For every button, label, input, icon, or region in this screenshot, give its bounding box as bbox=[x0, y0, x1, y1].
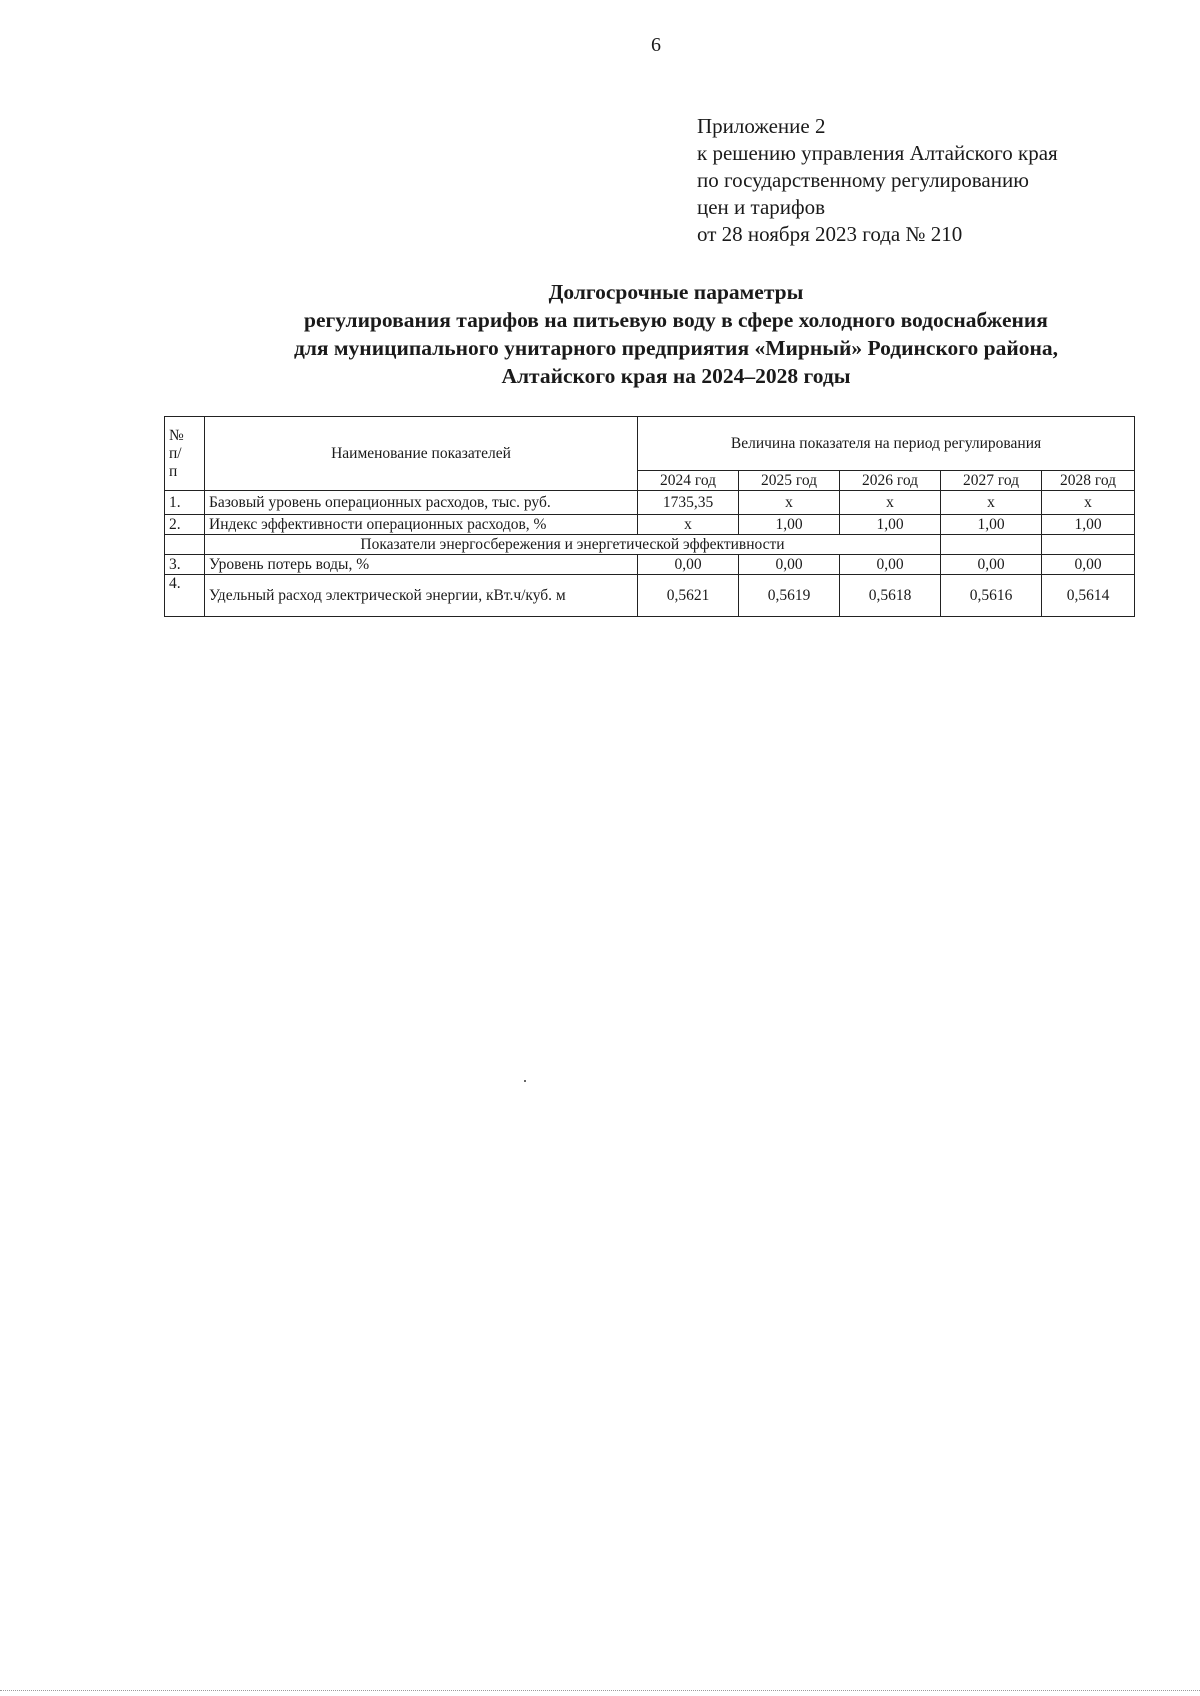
row-number: 4. bbox=[165, 575, 205, 617]
title-line: Алтайского края на 2024–2028 годы bbox=[501, 364, 851, 388]
appendix-line: от 28 ноября 2023 года № 210 bbox=[697, 222, 963, 246]
row-value: х bbox=[638, 515, 739, 535]
document-title bbox=[150, 278, 1200, 390]
row-name: Уровень потерь воды, % bbox=[205, 555, 638, 575]
header-number-line: № bbox=[169, 426, 184, 444]
row-number: 2. bbox=[165, 515, 205, 535]
appendix-line: к решению управления Алтайского края bbox=[697, 141, 1058, 165]
year-header: 2025 год bbox=[739, 471, 840, 491]
row-value: х bbox=[739, 491, 840, 515]
section-empty-cell bbox=[941, 535, 1042, 555]
scan-speck bbox=[524, 1080, 526, 1082]
table-row bbox=[165, 555, 1135, 575]
row-value: 1,00 bbox=[1042, 515, 1135, 535]
row-number: 3. bbox=[165, 555, 205, 575]
year-header: 2027 год bbox=[941, 471, 1042, 491]
row-value: 0,5618 bbox=[840, 575, 941, 617]
section-label: Показатели энергосбережения и энергетической эффективности bbox=[205, 535, 941, 555]
appendix-block bbox=[697, 113, 1058, 248]
row-name: Удельный расход электрической энергии, кВт.ч/куб. м bbox=[205, 575, 638, 617]
row-value: 1,00 bbox=[941, 515, 1042, 535]
year-header: 2024 год bbox=[638, 471, 739, 491]
section-empty-cell bbox=[1042, 535, 1135, 555]
table-row bbox=[165, 575, 1135, 617]
header-number-line: п/ bbox=[169, 444, 182, 462]
row-value: х bbox=[941, 491, 1042, 515]
year-header: 2026 год bbox=[840, 471, 941, 491]
row-value: 1,00 bbox=[739, 515, 840, 535]
row-value: 0,00 bbox=[941, 555, 1042, 575]
year-header: 2028 год bbox=[1042, 471, 1135, 491]
row-value: 0,5616 bbox=[941, 575, 1042, 617]
row-name: Базовый уровень операционных расходов, тыс. руб. bbox=[205, 491, 638, 515]
row-value: 0,00 bbox=[638, 555, 739, 575]
row-value: х bbox=[840, 491, 941, 515]
section-empty-cell bbox=[165, 535, 205, 555]
row-value: 0,5619 bbox=[739, 575, 840, 617]
header-period-cell: Величина показателя на период регулирования bbox=[638, 417, 1135, 471]
page-number: 6 bbox=[651, 34, 661, 56]
table-row bbox=[165, 491, 1135, 515]
scan-bottom-edge bbox=[0, 1690, 1200, 1691]
table-row bbox=[165, 515, 1135, 535]
header-row bbox=[165, 417, 1135, 471]
appendix-line: Приложение 2 bbox=[697, 114, 826, 138]
header-number-line: п bbox=[169, 462, 178, 480]
row-value: 1735,35 bbox=[638, 491, 739, 515]
row-value: х bbox=[1042, 491, 1135, 515]
title-line: Долгосрочные параметры bbox=[548, 280, 804, 304]
appendix-line: по государственному регулированию bbox=[697, 168, 1029, 192]
appendix-line: цен и тарифов bbox=[697, 195, 826, 219]
header-name-cell: Наименование показателей bbox=[205, 417, 638, 491]
section-row bbox=[165, 535, 1135, 555]
row-number: 1. bbox=[165, 491, 205, 515]
row-value: 0,00 bbox=[1042, 555, 1135, 575]
parameters-table bbox=[164, 416, 1135, 617]
row-name: Индекс эффективности операционных расходов, % bbox=[205, 515, 638, 535]
row-value: 0,5621 bbox=[638, 575, 739, 617]
row-value: 0,00 bbox=[739, 555, 840, 575]
title-line: для муниципального унитарного предприятия «Мирный» Родинского района, bbox=[293, 336, 1059, 360]
row-value: 0,5614 bbox=[1042, 575, 1135, 617]
row-value: 0,00 bbox=[840, 555, 941, 575]
title-line: регулирования тарифов на питьевую воду в сфере холодного водоснабжения bbox=[304, 308, 1048, 332]
header-number-cell bbox=[165, 417, 205, 491]
row-value: 1,00 bbox=[840, 515, 941, 535]
